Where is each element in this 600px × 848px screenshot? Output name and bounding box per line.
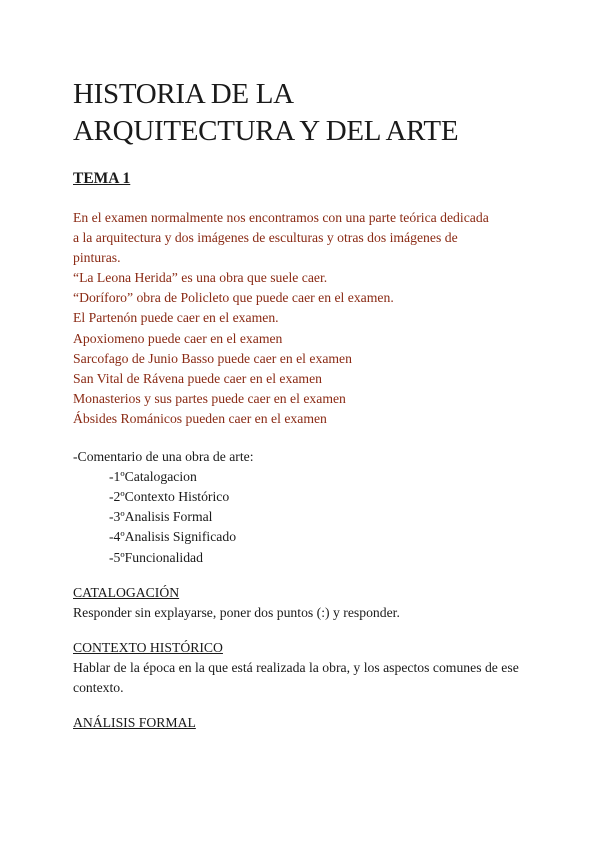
exam-note-item: Ábsides Románicos pueden caer en el examen: [73, 410, 327, 426]
section-analisis-formal: [73, 713, 543, 733]
comentario-heading: -Comentario de una obra de arte:: [73, 449, 254, 465]
comentario-step: -4ºAnalisis Significado: [109, 529, 237, 545]
exam-note-item: “Doríforo” obra de Policleto que puede caer en el examen.: [73, 290, 394, 306]
document-content: [73, 76, 543, 733]
section-body: Responder sin explayarse, poner dos puntos (:) y responder.: [73, 604, 400, 620]
exam-note-item: “La Leona Herida” es una obra que suele caer.: [73, 270, 328, 286]
section-contexto-historico: [73, 638, 543, 698]
title-line-2: ARQUITECTURA Y DEL ARTE: [73, 115, 459, 147]
exam-note-item: Monasterios y sus partes puede caer en el examen: [73, 390, 346, 406]
section-heading: ANÁLISIS FORMAL: [73, 715, 196, 731]
document-title: [73, 76, 543, 150]
comentario-step: -1ºCatalogacion: [109, 469, 197, 485]
section-body: Hablar de la época en la que está realizada la obra, y los aspectos comunes de ese contexto.: [73, 659, 519, 695]
exam-note-item: San Vital de Rávena puede caer en el examen: [73, 370, 322, 386]
title-line-1: HISTORIA DE LA: [73, 78, 294, 110]
tema-heading: TEMA 1: [73, 170, 131, 187]
section-heading: CONTEXTO HISTÓRICO: [73, 639, 223, 655]
exam-note-item: El Partenón puede caer en el examen.: [73, 310, 279, 326]
exam-notes: [73, 208, 543, 429]
comentario-steps: [73, 467, 543, 567]
exam-notes-intro: En el examen normalmente nos encontramos con una parte teórica dedicada a la arquitectura y dos imágenes de esculturas y otras dos imágenes de pinturas.: [73, 210, 489, 266]
comentario-step: -3ºAnalisis Formal: [109, 509, 213, 525]
section-catalogacion: [73, 583, 543, 623]
section-heading: CATALOGACIÓN: [73, 584, 180, 600]
comentario-step: -2ºContexto Histórico: [109, 489, 230, 505]
exam-note-item: Sarcofago de Junio Basso puede caer en el examen: [73, 350, 352, 366]
comentario-step: -5ºFuncionalidad: [109, 549, 203, 565]
comentario-block: [73, 447, 543, 568]
exam-note-item: Apoxiomeno puede caer en el examen: [73, 330, 283, 346]
